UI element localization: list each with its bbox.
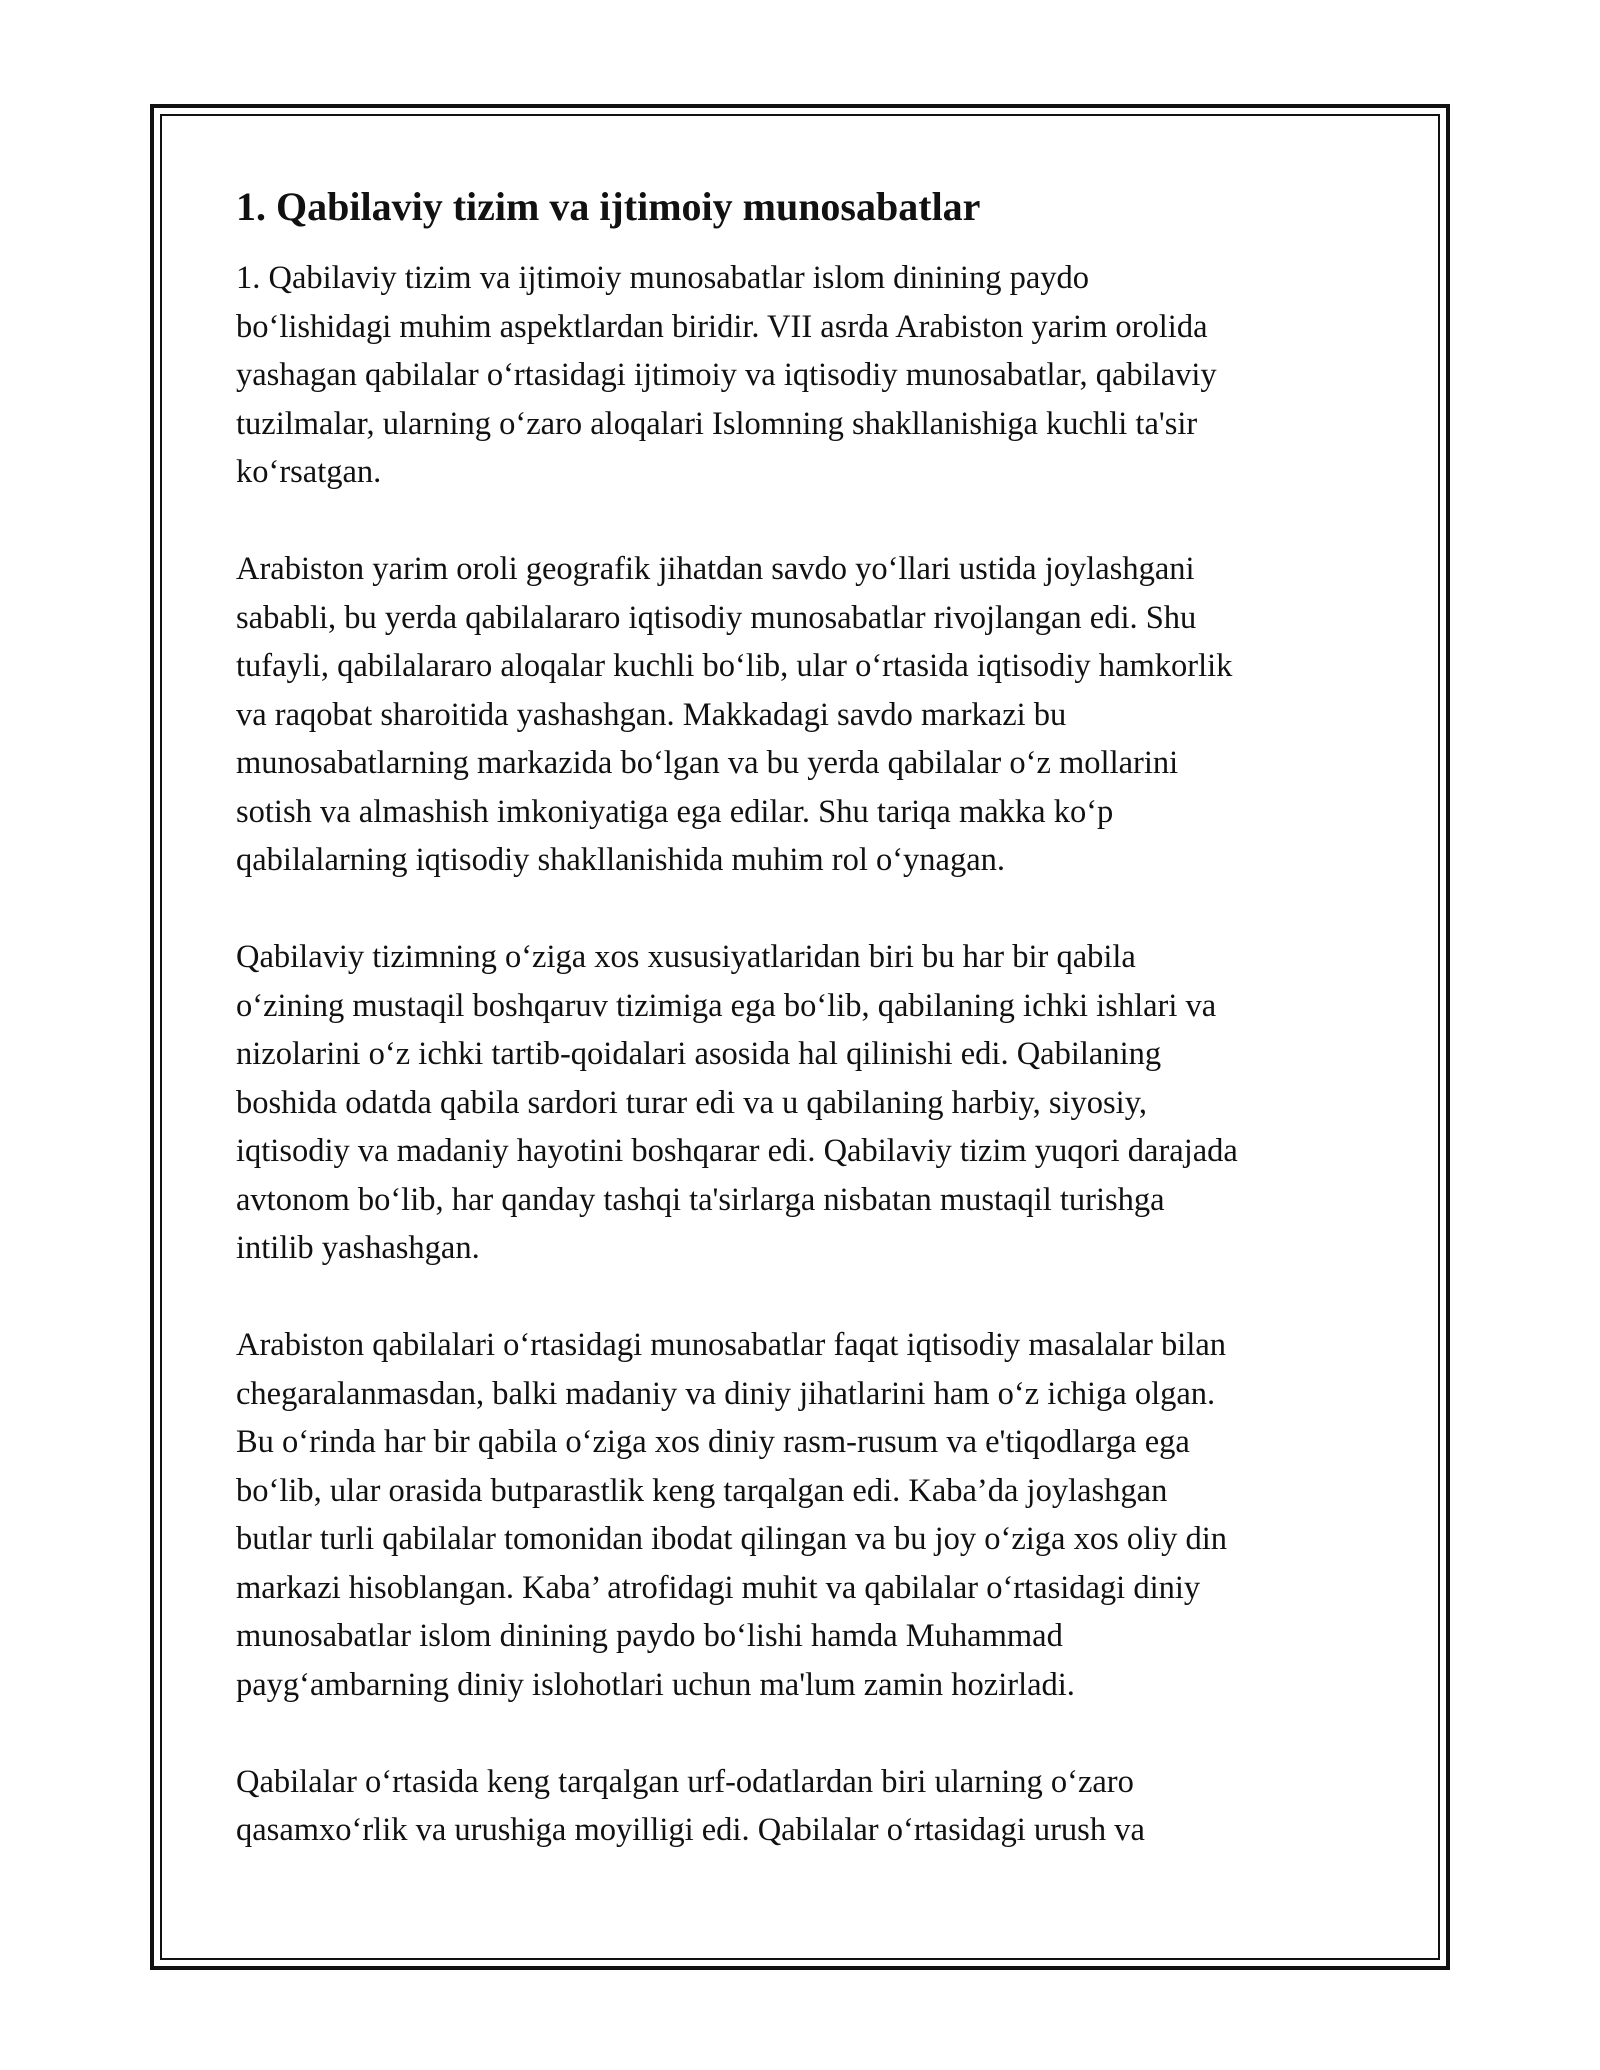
text-line: bo‘lishidagi muhim aspektlardan biridir. VII asrda Arabiston yarim orolida — [236, 308, 1208, 345]
text-line: Arabiston qabilalari o‘rtasidagi munosabatlar faqat iqtisodiy masalalar bilan — [236, 1327, 1227, 1363]
text-line: qabilalarning iqtisodiy shakllanishida muhim rol o‘ynagan. — [236, 842, 1006, 878]
text-line: nizolarini o‘z ichki tartib-qoidalari asosida hal qilinishi edi. Qabilaning — [236, 1036, 1162, 1072]
text-line: bo‘lib, ular orasida butparastlik keng tarqalgan edi. Kaba’da joylashgan — [236, 1472, 1168, 1509]
text-line: tuzilmalar, ularning o‘zaro aloqalari Islomning shakllanishiga kuchli ta'sir — [236, 405, 1198, 442]
text-line: yashagan qabilalar o‘rtasidagi ijtimoiy va iqtisodiy munosabatlar, qabilaviy — [236, 357, 1217, 393]
text-line: chegaralanmasdan, balki madaniy va diniy jihatlarini ham o‘z ichiga olgan. — [236, 1375, 1216, 1412]
paragraph-4 — [236, 1321, 1386, 1709]
text-line: intilib yashashgan. — [236, 1230, 480, 1266]
text-line: avtonom bo‘lib, har qanday tashqi ta'sirlarga nisbatan mustaqil turishga — [236, 1181, 1165, 1218]
text-line: Bu o‘rinda har bir qabila o‘ziga xos diniy rasm-rusum va e'tiqodlarga ega — [236, 1424, 1190, 1460]
text-line: Qabilaviy tizimning o‘ziga xos xususiyatlaridan biri bu har bir qabila — [236, 939, 1136, 975]
text-line: butlar turli qabilalar tomonidan ibodat qilingan va bu joy o‘ziga xos oliy din — [236, 1521, 1228, 1557]
section-heading: 1. Qabilaviy tizim va ijtimoiy munosabatlar — [236, 184, 981, 229]
paragraph-5 — [236, 1758, 1386, 1855]
paragraph-2 — [236, 545, 1386, 885]
document-body — [236, 182, 1386, 1903]
text-line: va raqobat sharoitida yashashgan. Makkadagi savdo markazi bu — [236, 696, 1067, 733]
text-line: munosabatlarning markazida bo‘lgan va bu yerda qabilalar o‘z mollarini — [236, 745, 1179, 781]
text-line: Arabiston yarim oroli geografik jihatdan savdo yo‘llari ustida joylashgani — [236, 551, 1195, 587]
paragraph-3 — [236, 933, 1386, 1273]
text-line: 1. Qabilaviy tizim va ijtimoiy munosabatlar islom dinining paydo — [236, 260, 1090, 296]
paragraph-1 — [236, 254, 1386, 497]
text-line: qasamxo‘rlik va urushiga moyilligi edi. Qabilalar o‘rtasidagi urush va — [236, 1812, 1145, 1848]
text-line: Qabilalar o‘rtasida keng tarqalgan urf-odatlardan biri ularning o‘zaro — [236, 1763, 1134, 1800]
text-line: tufayli, qabilalararo aloqalar kuchli bo‘lib, ular o‘rtasida iqtisodiy hamkorlik — [236, 648, 1233, 684]
text-line: ko‘rsatgan. — [236, 454, 382, 490]
text-line: boshida odatda qabila sardori turar edi va u qabilaning harbiy, siyosiy, — [236, 1084, 1147, 1121]
text-line: sotish va almashish imkoniyatiga ega edilar. Shu tariqa makka ko‘p — [236, 793, 1114, 830]
text-line: o‘zining mustaqil boshqaruv tizimiga ega bo‘lib, qabilaning ichki ishlari va — [236, 987, 1217, 1024]
text-line: payg‘ambarning diniy islohotlari uchun ma'lum zamin hozirladi. — [236, 1666, 1075, 1703]
text-line: munosabatlar islom dinining paydo bo‘lishi hamda Muhammad — [236, 1618, 1063, 1654]
text-line: markazi hisoblangan. Kaba’ atrofidagi muhit va qabilalar o‘rtasidagi diniy — [236, 1569, 1201, 1606]
text-line: iqtisodiy va madaniy hayotini boshqarar edi. Qabilaviy tizim yuqori darajada — [236, 1133, 1238, 1169]
text-line: sababli, bu yerda qabilalararo iqtisodiy munosabatlar rivojlangan edi. Shu — [236, 599, 1197, 636]
